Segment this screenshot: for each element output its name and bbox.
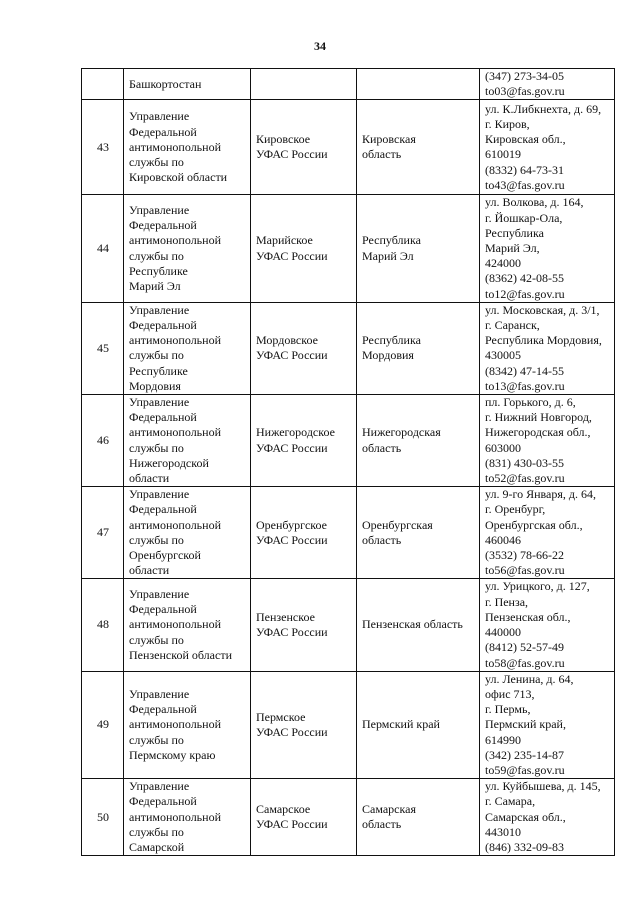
table-row: [82, 395, 615, 487]
office-name: [124, 69, 251, 100]
cell-line: службы по: [129, 155, 184, 169]
cell-line: (8342) 47-14-55: [485, 363, 564, 378]
row-number: 45: [82, 302, 124, 394]
cell-line: Марийское: [256, 233, 313, 248]
cell-line: Кировская обл.,: [485, 132, 566, 147]
cell-line: Управление: [129, 686, 190, 701]
cell-line: Оренбургская обл.,: [485, 517, 583, 532]
cell-line: Марий Эл: [129, 279, 181, 294]
office-short-name: [251, 195, 357, 302]
cell-line: to03@fas.gov.ru: [485, 84, 565, 99]
cell-line: Кировской области: [129, 170, 228, 185]
cell-line: Пермскому краю: [129, 747, 216, 762]
cell-line: Федеральной: [129, 318, 197, 333]
cell-line: Пензенской области: [129, 647, 232, 662]
office-short-name: [251, 69, 357, 100]
cell-line: to12@fas.gov.ru: [485, 286, 565, 301]
office-name: [124, 100, 251, 195]
cell-line: Управление: [129, 203, 190, 217]
cell-line: to52@fas.gov.ru: [485, 471, 565, 486]
cell-line: службы по: [129, 732, 184, 747]
cell-line: Управление: [129, 395, 190, 410]
contact-address: [480, 195, 615, 302]
contact-address: [480, 671, 615, 778]
cell-line: Пензенская обл.,: [485, 609, 571, 624]
cell-line: Республике: [129, 363, 188, 378]
fas-offices-table: [81, 68, 615, 856]
cell-line: Марий Эл,: [485, 241, 540, 256]
cell-line: УФАС России: [256, 724, 328, 739]
cell-line: Пензенская область: [362, 617, 463, 632]
office-name: [124, 579, 251, 671]
cell-line: области: [129, 563, 170, 578]
cell-line: 603000: [485, 440, 521, 455]
cell-line: Нижегородской: [129, 455, 209, 470]
cell-line: Нижегородская обл.,: [485, 425, 591, 440]
cell-line: службы по: [129, 632, 184, 647]
cell-line: to56@fas.gov.ru: [485, 563, 565, 578]
office-name: [124, 302, 251, 394]
cell-line: (8412) 52-57-49: [485, 640, 564, 655]
cell-line: г. Саранск,: [485, 318, 540, 333]
office-name: [124, 779, 251, 856]
cell-line: область: [362, 817, 402, 832]
cell-line: (831) 430-03-55: [485, 455, 564, 470]
region: [357, 302, 480, 394]
cell-line: (8332) 64-73-31: [485, 162, 564, 177]
table-row: [82, 302, 615, 394]
cell-line: Мордовское: [256, 333, 318, 348]
contact-address: [480, 302, 615, 394]
contact-address: [480, 100, 615, 195]
table-row: [82, 100, 615, 195]
cell-line: ул. Волкова, д. 164,: [485, 195, 584, 210]
cell-line: антимонопольной: [129, 717, 221, 732]
cell-line: офис 713,: [485, 686, 535, 701]
cell-line: УФАС России: [256, 625, 328, 640]
cell-line: 424000: [485, 256, 521, 271]
cell-line: Нижегородская: [362, 425, 441, 440]
cell-line: 460046: [485, 532, 521, 547]
cell-line: антимонопольной: [129, 809, 221, 824]
cell-line: Управление: [129, 779, 190, 794]
cell-line: УФАС России: [256, 248, 328, 263]
cell-line: ул. 9-го Января, д. 64,: [485, 487, 596, 502]
cell-line: УФАС России: [256, 147, 328, 162]
cell-line: Федеральной: [129, 218, 197, 233]
table-row: [82, 579, 615, 671]
cell-line: (8362) 42-08-55: [485, 271, 564, 286]
cell-line: г. Оренбург,: [485, 502, 546, 517]
region: [357, 579, 480, 671]
cell-line: Башкортостан: [129, 76, 202, 91]
row-number: 49: [82, 671, 124, 778]
office-short-name: [251, 671, 357, 778]
contact-address: [480, 69, 615, 100]
cell-line: (342) 235-14-87: [485, 747, 564, 762]
row-number: 50: [82, 779, 124, 856]
cell-line: ул. Ленина, д. 64,: [485, 671, 574, 686]
table-row: [82, 779, 615, 856]
cell-line: 440000: [485, 625, 521, 640]
cell-line: Федеральной: [129, 124, 197, 139]
table-row: [82, 69, 615, 100]
region: [357, 195, 480, 302]
row-number: 47: [82, 487, 124, 579]
cell-line: Кировская: [362, 132, 416, 147]
region: [357, 779, 480, 856]
cell-line: ул. К.Либкнехта, д. 69,: [485, 101, 602, 116]
cell-line: область: [362, 440, 402, 455]
cell-line: область: [362, 147, 402, 162]
region: [357, 395, 480, 487]
cell-line: Нижегородское: [256, 425, 335, 440]
cell-line: Самарское: [256, 801, 311, 816]
cell-line: 443010: [485, 824, 521, 839]
region: [357, 487, 480, 579]
region: [357, 69, 480, 100]
cell-line: to43@fas.gov.ru: [485, 177, 565, 192]
cell-line: г. Самара,: [485, 794, 536, 809]
office-short-name: [251, 579, 357, 671]
cell-line: г. Киров,: [485, 117, 530, 131]
cell-line: Управление: [129, 487, 190, 502]
cell-line: УФАС России: [256, 532, 328, 547]
cell-line: Пермское: [256, 709, 306, 724]
cell-line: Пермский край,: [485, 717, 566, 732]
office-short-name: [251, 302, 357, 394]
cell-line: антимонопольной: [129, 517, 221, 532]
cell-line: 430005: [485, 348, 521, 363]
contact-address: [480, 579, 615, 671]
cell-line: службы по: [129, 248, 184, 263]
office-name: [124, 195, 251, 302]
cell-line: Марий Эл: [362, 248, 414, 263]
cell-line: Республика: [362, 233, 421, 248]
cell-line: службы по: [129, 440, 184, 455]
cell-line: г. Йошкар-Ола,: [485, 210, 563, 225]
cell-line: Управление: [129, 302, 190, 317]
office-short-name: [251, 487, 357, 579]
table-row: [82, 195, 615, 302]
cell-line: ул. Московская, д. 3/1,: [485, 302, 600, 317]
cell-line: Федеральной: [129, 602, 197, 617]
cell-line: Самарской: [129, 839, 185, 854]
cell-line: to13@fas.gov.ru: [485, 378, 565, 393]
cell-line: УФАС России: [256, 440, 328, 455]
cell-line: Кировское: [256, 132, 311, 147]
region: [357, 100, 480, 195]
row-number: 48: [82, 579, 124, 671]
cell-line: (347) 273-34-05: [485, 69, 564, 83]
cell-line: антимонопольной: [129, 139, 221, 154]
cell-line: Пермский край: [362, 717, 440, 732]
office-name: [124, 395, 251, 487]
cell-line: Самарская: [362, 801, 416, 816]
contact-address: [480, 487, 615, 579]
cell-line: to58@fas.gov.ru: [485, 655, 565, 670]
region: [357, 671, 480, 778]
cell-line: Федеральной: [129, 702, 197, 717]
cell-line: УФАС России: [256, 348, 328, 363]
office-short-name: [251, 395, 357, 487]
cell-line: службы по: [129, 348, 184, 363]
row-number: [82, 69, 124, 100]
cell-line: Республика Мордовия,: [485, 333, 602, 348]
cell-line: Пензенское: [256, 609, 315, 624]
cell-line: антимонопольной: [129, 617, 221, 632]
cell-line: Оренбургская: [362, 517, 433, 532]
cell-line: область: [362, 532, 402, 547]
office-name: [124, 487, 251, 579]
cell-line: ул. Урицкого, д. 127,: [485, 579, 590, 594]
cell-line: Республика: [485, 225, 544, 240]
cell-line: Оренбургской: [129, 548, 201, 563]
office-short-name: [251, 779, 357, 856]
office-short-name: [251, 100, 357, 195]
cell-line: Федеральной: [129, 794, 197, 809]
table-row: [82, 671, 615, 778]
cell-line: пл. Горького, д. 6,: [485, 395, 576, 410]
cell-line: Самарская обл.,: [485, 809, 566, 824]
page-number: 34: [314, 39, 326, 53]
cell-line: (3532) 78-66-22: [485, 548, 564, 563]
cell-line: Оренбургское: [256, 517, 328, 532]
table-row: [82, 487, 615, 579]
row-number: 44: [82, 195, 124, 302]
row-number: 46: [82, 395, 124, 487]
cell-line: службы по: [129, 532, 184, 547]
row-number: 43: [82, 100, 124, 195]
contact-address: [480, 395, 615, 487]
cell-line: УФАС России: [256, 817, 328, 832]
cell-line: г. Пенза,: [485, 594, 529, 609]
cell-line: антимонопольной: [129, 425, 221, 440]
cell-line: г. Пермь,: [485, 702, 531, 717]
cell-line: to59@fas.gov.ru: [485, 762, 565, 777]
cell-line: Республика: [362, 333, 421, 348]
cell-line: области: [129, 471, 170, 486]
cell-line: Управление: [129, 109, 190, 124]
cell-line: Республике: [129, 263, 188, 278]
cell-line: Управление: [129, 587, 190, 602]
cell-line: ул. Куйбышева, д. 145,: [485, 779, 601, 794]
cell-line: антимонопольной: [129, 233, 221, 248]
contact-address: [480, 779, 615, 856]
cell-line: Мордовия: [129, 378, 181, 393]
cell-line: Мордовия: [362, 348, 414, 363]
office-name: [124, 671, 251, 778]
cell-line: (846) 332-09-83: [485, 839, 564, 854]
cell-line: антимонопольной: [129, 333, 221, 348]
cell-line: г. Нижний Новгород,: [485, 410, 592, 425]
cell-line: 614990: [485, 732, 521, 747]
cell-line: 610019: [485, 147, 521, 162]
cell-line: Федеральной: [129, 502, 197, 517]
cell-line: службы по: [129, 824, 184, 839]
cell-line: Федеральной: [129, 410, 197, 425]
